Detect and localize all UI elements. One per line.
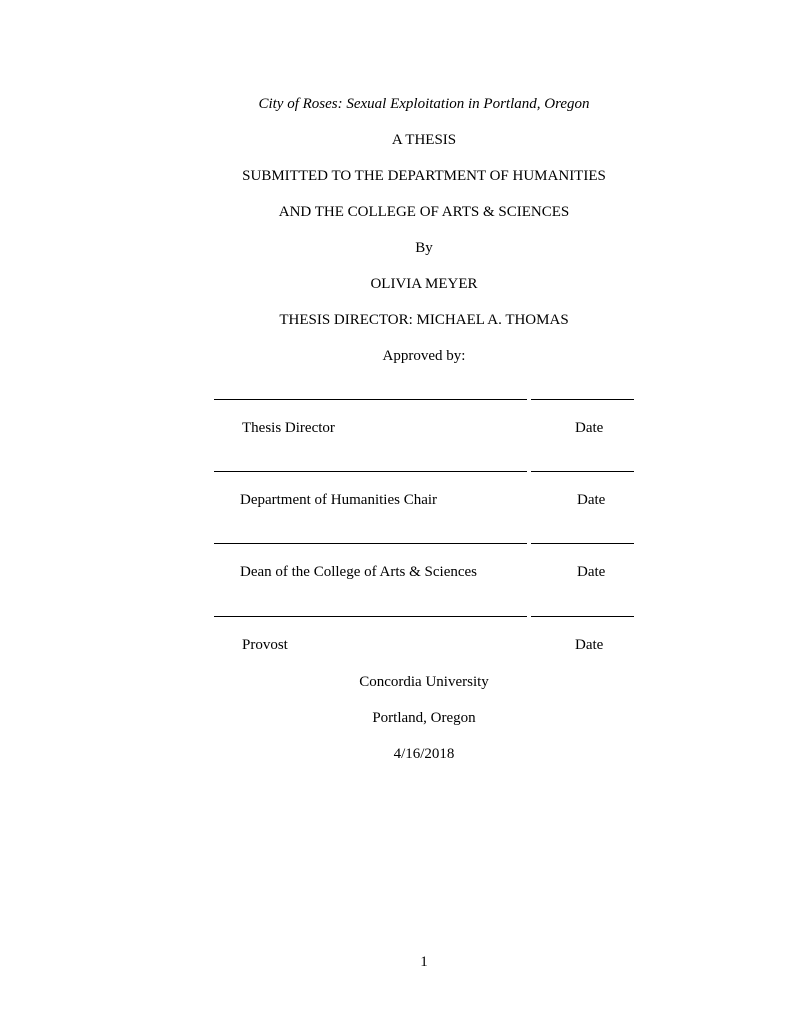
thesis-label: A THESIS bbox=[391, 132, 457, 148]
institution-location: Portland, Oregon bbox=[372, 710, 476, 726]
submitted-to-line: SUBMITTED TO THE DEPARTMENT OF HUMANITIES bbox=[242, 168, 606, 184]
college-line: AND THE COLLEGE OF ARTS & SCIENCES bbox=[278, 204, 570, 220]
signature-line bbox=[214, 616, 527, 617]
signature-line bbox=[214, 543, 527, 544]
thesis-title: City of Roses: Sexual Exploitation in Portland, Oregon bbox=[258, 96, 590, 112]
page-number: 1 bbox=[420, 954, 428, 970]
thesis-director-line: THESIS DIRECTOR: MICHAEL A. THOMAS bbox=[279, 312, 569, 328]
date-line bbox=[531, 399, 634, 400]
signature-date-label: Date bbox=[577, 492, 606, 508]
institution-name: Concordia University bbox=[359, 674, 489, 690]
author-name: OLIVIA MEYER bbox=[370, 276, 478, 292]
signature-date-label: Date bbox=[575, 420, 604, 436]
signature-role: Dean of the College of Arts & Sciences bbox=[240, 564, 478, 580]
date-line bbox=[531, 543, 634, 544]
signature-date-label: Date bbox=[575, 637, 604, 653]
signature-role: Provost bbox=[242, 637, 288, 653]
signature-line bbox=[214, 471, 527, 472]
date-line bbox=[531, 616, 634, 617]
submission-date: 4/16/2018 bbox=[393, 746, 455, 762]
date-line bbox=[531, 471, 634, 472]
signature-date-label: Date bbox=[577, 564, 606, 580]
signature-role: Thesis Director bbox=[242, 420, 335, 436]
signature-line bbox=[214, 399, 527, 400]
approved-by-label: Approved by: bbox=[382, 348, 466, 364]
by-label: By bbox=[415, 240, 433, 256]
signature-role: Department of Humanities Chair bbox=[240, 492, 438, 508]
